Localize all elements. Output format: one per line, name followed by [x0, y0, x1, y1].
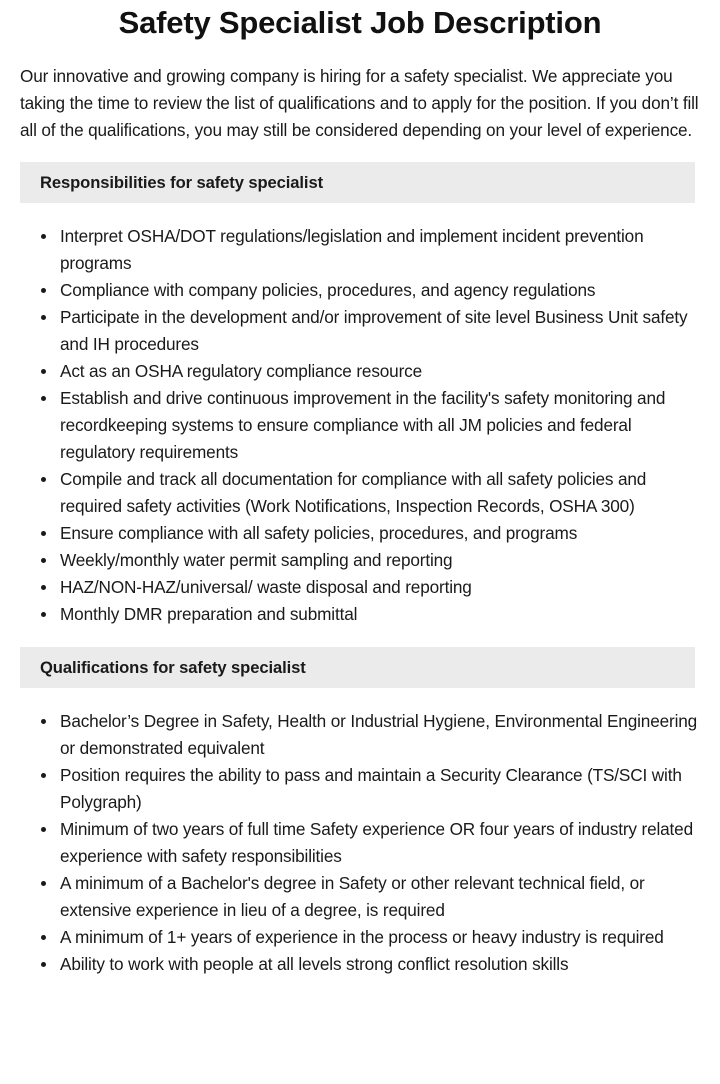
list-item: Compliance with company policies, procedures, and agency regulations: [20, 277, 700, 304]
qualifications-heading: Qualifications for safety specialist: [40, 657, 306, 677]
list-item: HAZ/NON-HAZ/universal/ waste disposal and reporting: [20, 574, 700, 601]
bullet-icon: [41, 558, 46, 563]
list-item: Monthly DMR preparation and submittal: [20, 601, 700, 628]
page-title: Safety Specialist Job Description: [118, 5, 602, 40]
bullet-icon: [41, 719, 46, 724]
bullet-icon: [41, 773, 46, 778]
bullet-icon: [41, 288, 46, 293]
list-item: A minimum of a Bachelor's degree in Safety or other relevant technical field, or extensive experience in lieu of a degree, is required: [20, 870, 700, 924]
list-item: Interpret OSHA/DOT regulations/legislation and implement incident prevention programs: [20, 223, 700, 277]
bullet-icon: [41, 612, 46, 617]
bullet-icon: [41, 477, 46, 482]
list-item: Bachelor’s Degree in Safety, Health or Industrial Hygiene, Environmental Engineering or demonstrated equivalent: [20, 708, 700, 762]
intro-paragraph: Our innovative and growing company is hiring for a safety specialist. We appreciate you taking the time to review the list of qualifications and to apply for the position. If you don’t fill all of the qualifications, you may still be considered depending on your level of experience.: [20, 66, 699, 140]
bullet-icon: [41, 396, 46, 401]
responsibilities-header: [20, 162, 695, 203]
list-item: Participate in the development and/or improvement of site level Business Unit safety and IH procedures: [20, 304, 700, 358]
responsibilities-list: [20, 223, 700, 628]
bullet-icon: [41, 585, 46, 590]
qualifications-list: [20, 708, 700, 978]
list-item: Compile and track all documentation for compliance with all safety policies and required safety activities (Work Notifications, Inspection Records, OSHA 300): [20, 466, 700, 520]
list-item: Establish and drive continuous improvement in the facility's safety monitoring and recordkeeping systems to ensure compliance with all JM policies and federal regulatory requirements: [20, 385, 700, 466]
list-item: Position requires the ability to pass and maintain a Security Clearance (TS/SCI with Polygraph): [20, 762, 700, 816]
list-item: Act as an OSHA regulatory compliance resource: [20, 358, 700, 385]
bullet-icon: [41, 935, 46, 940]
bullet-icon: [41, 234, 46, 239]
bullet-icon: [41, 881, 46, 886]
bullet-icon: [41, 369, 46, 374]
list-item: A minimum of 1+ years of experience in the process or heavy industry is required: [20, 924, 700, 951]
bullet-icon: [41, 962, 46, 967]
list-item: Ability to work with people at all levels strong conflict resolution skills: [20, 951, 700, 978]
qualifications-header: [20, 647, 695, 688]
list-item: Minimum of two years of full time Safety experience OR four years of industry related experience with safety responsibilities: [20, 816, 700, 870]
bullet-icon: [41, 827, 46, 832]
bullet-icon: [41, 315, 46, 320]
bullet-icon: [41, 531, 46, 536]
list-item: Weekly/monthly water permit sampling and reporting: [20, 547, 700, 574]
list-item: Ensure compliance with all safety policies, procedures, and programs: [20, 520, 700, 547]
responsibilities-heading: Responsibilities for safety specialist: [40, 172, 324, 192]
